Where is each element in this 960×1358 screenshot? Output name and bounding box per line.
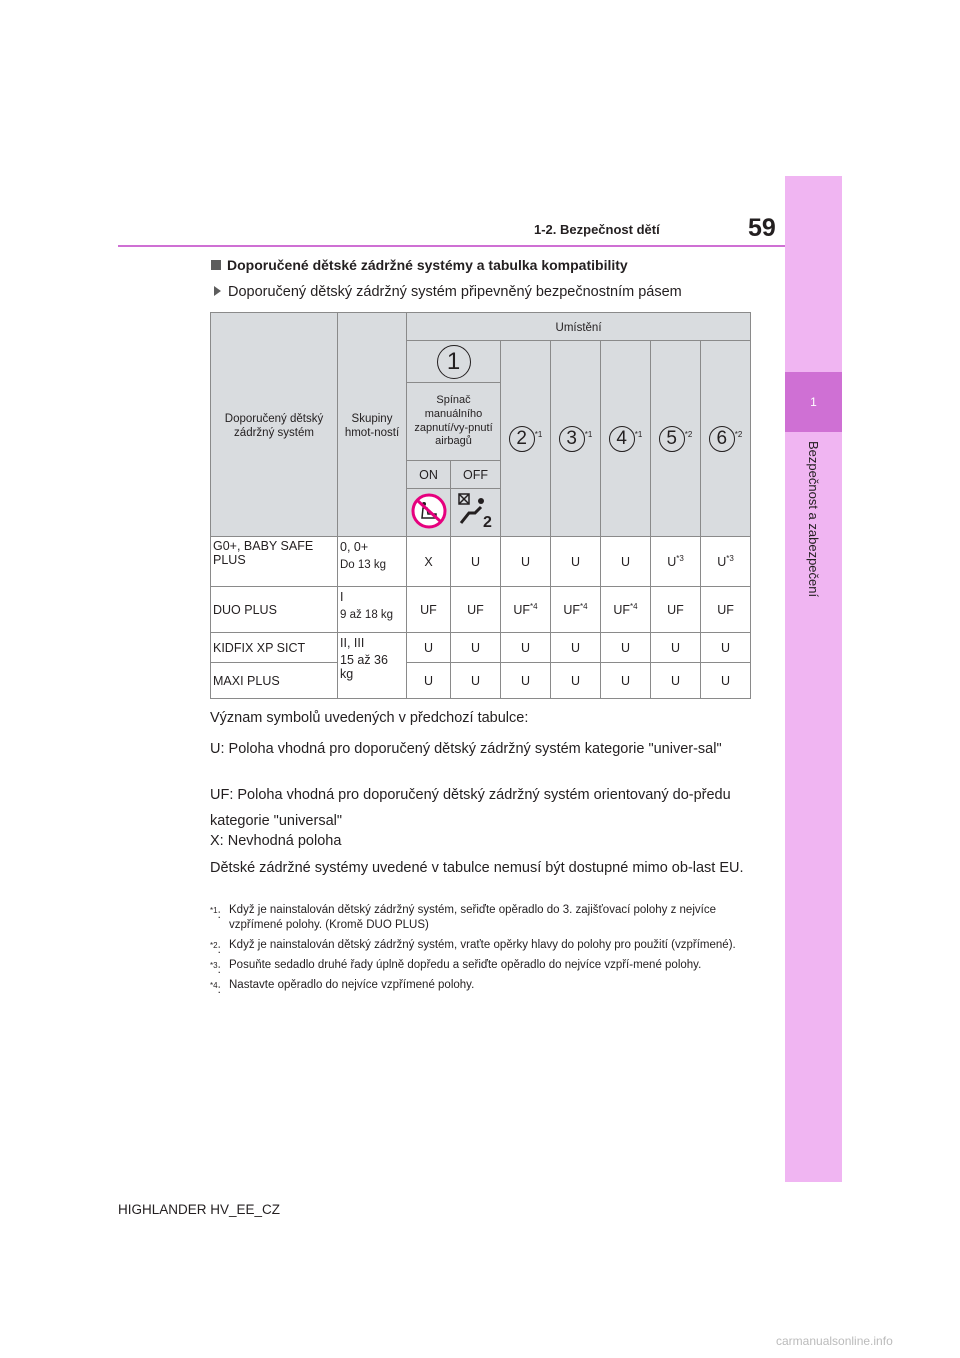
triangle-bullet-icon	[214, 286, 221, 296]
table-cell: U	[451, 537, 501, 587]
system-name: G0+, BABY SAFE PLUS	[211, 537, 338, 587]
seat-2-header: 2 $^{*1}$	[501, 341, 551, 537]
system-name: MAXI PLUS	[211, 663, 338, 699]
table-cell: UF	[701, 587, 751, 633]
table-cell: $U^{*3}$	[701, 537, 751, 587]
paragraph: Dětské zádržné systémy uvedené v tabulce nemusí být dostupné mimo ob-last EU.	[210, 860, 744, 876]
table-cell: U	[701, 663, 751, 699]
seat-number-icon: 2	[509, 426, 535, 452]
table-cell: U	[551, 633, 601, 663]
table-cell: U	[551, 663, 601, 699]
table-cell: UF$^{*4}$	[501, 587, 551, 633]
header-position: Umístění	[407, 313, 751, 341]
table-cell: U	[407, 663, 451, 699]
passenger-airbag-off-icon	[451, 489, 501, 537]
table-cell: UF	[651, 587, 701, 633]
footnote: $^{*2}$: Když je nainstalován dětský zádržný systém, vraťte opěrky hlavy do polohy pro použití (vzpřímené).	[210, 939, 736, 956]
system-name: KIDFIX XP SICT	[211, 633, 338, 663]
table-cell: U	[451, 663, 501, 699]
header-system: Doporučený dětský zádržný systém	[211, 313, 338, 537]
table-cell: U	[501, 663, 551, 699]
weight-group: II, III 15 až 36 kg	[338, 633, 407, 699]
section-heading: Doporučené dětské zádržné systémy a tabulka kompatibility	[211, 257, 628, 273]
table-cell: U	[651, 663, 701, 699]
compatibility-table	[210, 312, 751, 699]
table-row	[211, 587, 751, 633]
table-cell: U	[451, 633, 501, 663]
system-name: DUO PLUS	[211, 587, 338, 633]
table-row	[211, 633, 751, 663]
table-cell: UF	[451, 587, 501, 633]
seat-number-icon: 3	[559, 426, 585, 452]
table-cell: U	[651, 633, 701, 663]
table-cell: U	[551, 537, 601, 587]
chapter-number: 1	[785, 372, 842, 432]
table-row	[211, 537, 751, 587]
table-cell: U	[501, 537, 551, 587]
header-rule	[118, 245, 785, 247]
airbag-switch-label: Spínač manuálního zapnutí/vy-pnutí airbagů	[407, 383, 501, 461]
footnote: $^{*3}$: Posuňte sedadlo druhé řady úplně dopředu a seřiďte opěradlo do nejvíce vzpří-mené polohy.	[210, 959, 702, 976]
paragraph: Význam symbolů uvedených v předchozí tabulce:	[210, 710, 529, 726]
table-cell: U	[701, 633, 751, 663]
table-cell: UF$^{*4}$	[601, 587, 651, 633]
svg-text:2: 2	[482, 514, 492, 531]
paragraph: X: Nevhodná poloha	[210, 833, 342, 849]
square-bullet-icon	[211, 260, 221, 270]
seat-6-header: 6 $^{*2}$	[701, 341, 751, 537]
table-cell: U	[601, 663, 651, 699]
table-cell: U	[407, 633, 451, 663]
paragraph: UF: Poloha vhodná pro doporučený dětský zádržný systém orientovaný do-předu kategorie "universal"	[210, 787, 731, 829]
seat-number-icon: 1	[437, 345, 471, 379]
table-cell: U	[501, 633, 551, 663]
sub-heading: Doporučený dětský zádržný systém připevněný bezpečnostním pásem	[214, 284, 682, 300]
table-row	[211, 663, 751, 699]
seat-number-icon: 5	[659, 426, 685, 452]
switch-on-label: ON	[407, 461, 451, 489]
table-cell: $U^{*3}$	[651, 537, 701, 587]
table-cell: UF	[407, 587, 451, 633]
airbag-off-indicator-icon	[407, 489, 451, 537]
table-cell: UF$^{*4}$	[551, 587, 601, 633]
seat-number-icon: 6	[709, 426, 735, 452]
table-cell: U	[601, 537, 651, 587]
page-number: 59	[748, 214, 776, 242]
seat-4-header: 4 $^{*1}$	[601, 341, 651, 537]
weight-group: 0, 0+ Do 13 kg	[338, 537, 407, 587]
paragraph: U: Poloha vhodná pro doporučený dětský zádržný systém kategorie "univer-sal"	[210, 741, 722, 757]
footer-model: HIGHLANDER HV_EE_CZ	[118, 1202, 281, 1217]
section-title: 1-2. Bezpečnost dětí	[534, 222, 660, 237]
footnote: $^{*1}$: Když je nainstalován dětský zádržný systém, seřiďte opěradlo do 3. zajišťovací polohy z nejvíce vzpřímené polohy. (Kromě DUO PLUS)	[210, 904, 716, 931]
seat-3-header: 3 $^{*1}$	[551, 341, 601, 537]
table-cell: X	[407, 537, 451, 587]
seat-5-header: 5 $^{*2}$	[651, 341, 701, 537]
weight-group: I 9 až 18 kg	[338, 587, 407, 633]
seat-1-header	[407, 341, 501, 383]
header-group: Skupiny hmot-ností	[338, 313, 407, 537]
switch-off-label: OFF	[451, 461, 501, 489]
watermark: carmanualsonline.info	[776, 1334, 893, 1348]
footnote: $^{*4}$: Nastavte opěradlo do nejvíce vzpřímené polohy.	[210, 979, 475, 996]
seat-number-icon: 4	[609, 426, 635, 452]
footnotes	[210, 903, 755, 998]
table-cell: U	[601, 633, 651, 663]
chapter-title: Bezpečnost a zabezpečení	[806, 441, 821, 598]
chapter-side-tab	[785, 176, 842, 1182]
